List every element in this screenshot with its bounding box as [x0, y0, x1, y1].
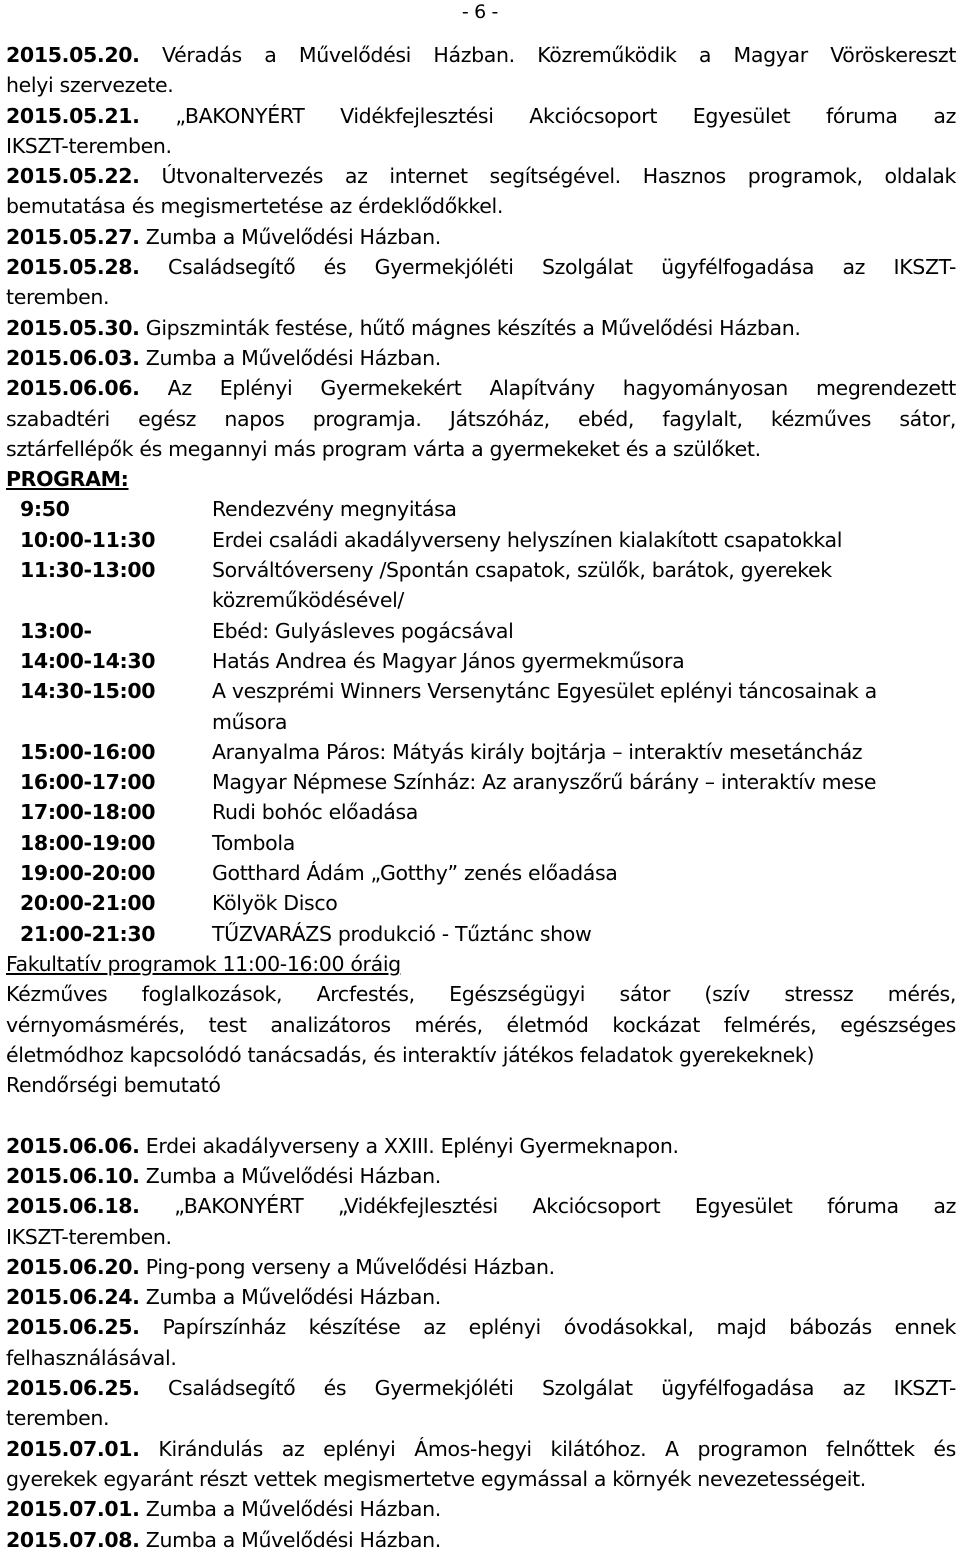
event-line	[6, 282, 956, 312]
program-time: 11:30-13:00	[20, 558, 156, 583]
event-text: Erdei akadályverseny a XXIII. Eplényi Gyermeknapon.	[145, 1133, 679, 1158]
program-activity: Kölyök Disco	[212, 891, 338, 916]
event-date: 2015.06.25.	[6, 1376, 140, 1401]
event-line	[6, 1403, 956, 1433]
program-activity: Aranyalma Páros: Mátyás király bojtárja – interaktív mesetáncház	[212, 739, 863, 764]
program-activity: Rendezvény megnyitása	[212, 497, 457, 522]
program-item	[6, 919, 956, 949]
event-entry	[6, 343, 956, 373]
event-entry	[6, 1191, 956, 1252]
event-entry	[6, 1494, 956, 1524]
program-activity: Erdei családi akadályverseny helyszínen kialakított csapatokkal	[212, 527, 843, 552]
program-activity-continued: közreműködésével/	[212, 588, 404, 613]
event-text: gyerekek egyaránt részt vettek megismertetve egymással a környék nevezetességeit.	[6, 1466, 866, 1491]
event-text: helyi szervezete.	[6, 73, 174, 98]
event-text: bemutatása és megismertetése az érdeklődőkkel.	[6, 194, 503, 219]
event-entry	[6, 161, 956, 222]
event-entry	[6, 1252, 956, 1282]
event-date: 2015.07.08.	[6, 1527, 140, 1552]
event-line	[6, 313, 956, 343]
paragraph-spacer	[6, 1100, 956, 1130]
program-activity: Tombola	[212, 830, 295, 855]
event-list-first	[6, 40, 956, 464]
event-line	[6, 131, 956, 161]
event-line	[6, 161, 956, 191]
program-time: 13:00-	[20, 618, 92, 643]
program-activity: Gotthard Ádám „Gotthy” zenés előadása	[212, 861, 618, 886]
program-time: 18:00-19:00	[20, 830, 156, 855]
event-text: Papírszínház készítése az eplényi óvodásokkal, majd bábozás ennek	[162, 1315, 957, 1340]
event-line	[6, 1464, 956, 1494]
event-line	[6, 70, 956, 100]
program-time: 14:30-15:00	[20, 679, 156, 704]
optional-line: életmódhoz kapcsolódó tanácsadás, és interaktív játékos feladatok gyerekeknek)	[6, 1042, 815, 1067]
program-activity: Sorváltóverseny /Spontán csapatok, szülők, barátok, gyerekek	[212, 558, 832, 583]
event-date: 2015.06.20.	[6, 1254, 140, 1279]
program-item	[6, 525, 956, 555]
program-heading: PROGRAM:	[6, 467, 129, 492]
event-line	[6, 1161, 956, 1191]
event-entry	[6, 1373, 956, 1434]
program-item	[6, 797, 956, 827]
optional-line: Kézműves foglalkozások, Arcfestés, Egészségügyi sátor (szív stressz mérés,	[6, 982, 956, 1007]
program-activity: A veszprémi Winners Versenytánc Egyesület eplényi táncosainak a	[212, 679, 877, 704]
event-line	[6, 373, 956, 403]
event-entry	[6, 1434, 956, 1495]
program-activity: Rudi bohóc előadása	[212, 800, 418, 825]
event-text: szabadtéri egész napos programja. Játszóház, ebéd, fagylalt, kézműves sátor,	[6, 406, 956, 431]
event-text: Kirándulás az eplényi Ámos-hegyi kilátóhoz. A programon felnőttek és	[158, 1436, 956, 1461]
program-time: 20:00-21:00	[20, 891, 156, 916]
event-date: 2015.06.24.	[6, 1285, 140, 1310]
event-text: Gipszminták festése, hűtő mágnes készítés a Művelődési Házban.	[145, 315, 801, 340]
optional-programs-heading: Fakultatív programok 11:00-16:00 óráig	[6, 951, 401, 976]
program-item	[6, 828, 956, 858]
event-entry	[6, 373, 956, 464]
event-entry	[6, 1525, 956, 1555]
event-date: 2015.05.27.	[6, 224, 140, 249]
event-text: IKSZT-teremben.	[6, 1224, 172, 1249]
program-item	[6, 555, 956, 585]
event-text: Családsegítő és Gyermekjóléti Szolgálat ügyfélfogadása az IKSZT-	[168, 255, 956, 280]
program-time: 17:00-18:00	[20, 800, 156, 825]
program-activity: Ebéd: Gulyásleves pogácsával	[212, 618, 514, 643]
program-activity: TŰZVARÁZS produkció - Tűztánc show	[212, 921, 592, 946]
event-date: 2015.05.28.	[6, 255, 140, 280]
event-date: 2015.06.03.	[6, 345, 140, 370]
event-line	[6, 434, 956, 464]
event-text: Zumba a Művelődési Házban.	[145, 345, 441, 370]
document-body	[6, 40, 956, 1555]
event-line	[6, 1222, 956, 1252]
event-date: 2015.06.25.	[6, 1315, 140, 1340]
program-time: 19:00-20:00	[20, 861, 156, 886]
event-text: Útvonaltervezés az internet segítségével. Hasznos programok, oldalak	[161, 164, 957, 189]
program-time: 10:00-11:30	[20, 527, 156, 552]
program-item	[6, 858, 956, 888]
event-line	[6, 343, 956, 373]
event-date: 2015.05.30.	[6, 315, 140, 340]
event-text: Az Eplényi Gyermekekért Alapítvány hagyományosan megrendezett	[167, 376, 956, 401]
program-activity: Hatás Andrea és Magyar János gyermekműsora	[212, 648, 685, 673]
event-date: 2015.05.21.	[6, 103, 140, 128]
event-line	[6, 1494, 956, 1524]
program-time: 15:00-16:00	[20, 739, 156, 764]
event-date: 2015.06.18.	[6, 1194, 140, 1219]
program-time: 21:00-21:30	[20, 921, 156, 946]
event-text: Zumba a Művelődési Házban.	[145, 1163, 441, 1188]
event-entry	[6, 1161, 956, 1191]
event-date: 2015.07.01.	[6, 1436, 140, 1461]
event-entry	[6, 1282, 956, 1312]
event-text: felhasználásával.	[6, 1345, 177, 1370]
event-line	[6, 1312, 956, 1342]
event-text: „BAKONYÉRT „Vidékfejlesztési Akciócsoport Egyesület fóruma az	[174, 1194, 956, 1219]
event-date: 2015.06.06.	[6, 1133, 140, 1158]
event-date: 2015.05.20.	[6, 43, 140, 67]
event-line	[6, 191, 956, 221]
optional-line: vérnyomásmérés, test analizátoros mérés, életmód kockázat felmérés, egészséges	[6, 1012, 956, 1037]
event-text: Zumba a Művelődési Házban.	[145, 224, 441, 249]
event-text: IKSZT-teremben.	[6, 133, 172, 158]
event-entry	[6, 1312, 956, 1373]
event-date: 2015.06.10.	[6, 1163, 140, 1188]
event-text: Zumba a Művelődési Házban.	[145, 1497, 441, 1522]
event-date: 2015.07.01.	[6, 1497, 140, 1522]
event-text: Zumba a Művelődési Házban.	[145, 1527, 441, 1552]
event-text: teremben.	[6, 285, 110, 310]
event-entry	[6, 101, 956, 162]
event-text: Ping-pong verseny a Művelődési Házban.	[145, 1254, 555, 1279]
program-item	[6, 646, 956, 676]
program-item	[6, 888, 956, 918]
program-item	[6, 494, 956, 524]
event-line	[6, 1191, 956, 1221]
program-activity: Magyar Népmese Színház: Az aranyszőrű bárány – interaktív mese	[212, 770, 877, 795]
event-date: 2015.06.06.	[6, 376, 140, 401]
event-line	[6, 1343, 956, 1373]
program-activity-continued: műsora	[212, 709, 288, 734]
event-line	[6, 1525, 956, 1555]
event-entry	[6, 222, 956, 252]
event-line	[6, 101, 956, 131]
event-entry	[6, 40, 956, 101]
program-item	[6, 767, 956, 797]
program-schedule	[6, 494, 956, 948]
event-line	[6, 222, 956, 252]
optional-line: Rendőrségi bemutató	[6, 1073, 221, 1098]
event-date: 2015.05.22.	[6, 164, 140, 189]
event-line	[6, 252, 956, 282]
event-line	[6, 1434, 956, 1464]
event-entry	[6, 252, 956, 313]
event-line	[6, 1282, 956, 1312]
optional-programs-text	[6, 979, 956, 1100]
event-entry	[6, 1131, 956, 1161]
event-text: Véradás a Művelődési Házban. Közreműködik a Magyar Vöröskereszt	[162, 43, 957, 67]
event-line	[6, 1373, 956, 1403]
event-text: teremben.	[6, 1406, 110, 1431]
program-time: 9:50	[20, 497, 70, 522]
program-item	[6, 676, 956, 706]
event-list-second	[6, 1131, 956, 1555]
program-time: 16:00-17:00	[20, 770, 156, 795]
event-text: sztárfellépők és megannyi más program várta a gyermekeket és a szülőket.	[6, 436, 761, 461]
program-item	[6, 737, 956, 767]
event-text: „BAKONYÉRT Vidékfejlesztési Akciócsoport Egyesület fóruma az	[175, 103, 956, 128]
program-item	[6, 616, 956, 646]
event-text: Zumba a Művelődési Házban.	[145, 1285, 441, 1310]
page-number: - 6 -	[461, 1, 499, 23]
program-time: 14:00-14:30	[20, 648, 156, 673]
event-line	[6, 1252, 956, 1282]
event-entry	[6, 313, 956, 343]
event-line	[6, 1131, 956, 1161]
event-line	[6, 404, 956, 434]
event-line	[6, 40, 956, 70]
event-text: Családsegítő és Gyermekjóléti Szolgálat ügyfélfogadása az IKSZT-	[168, 1376, 956, 1401]
